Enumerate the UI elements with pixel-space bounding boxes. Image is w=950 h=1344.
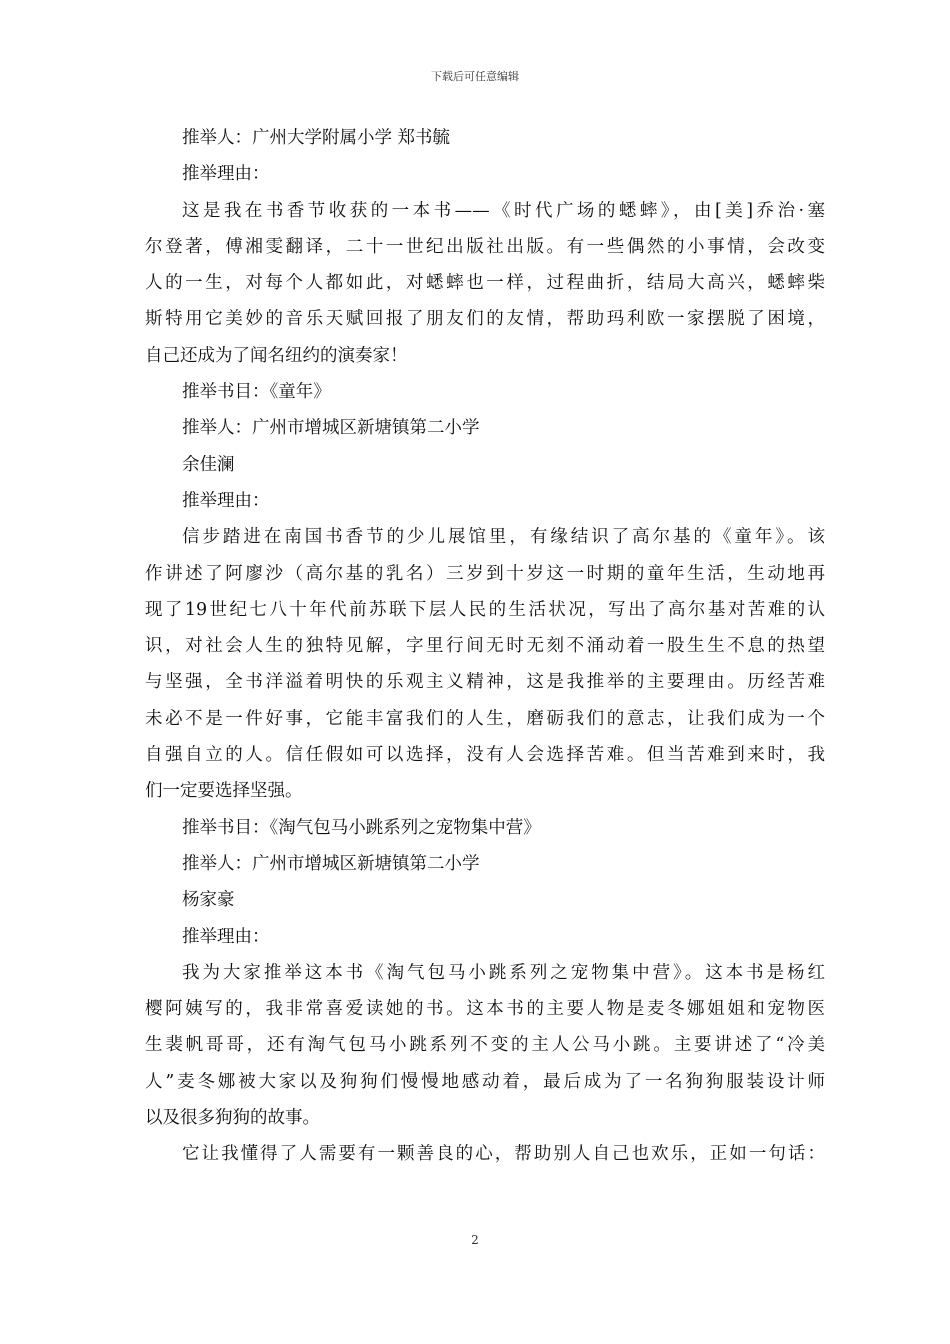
paragraph-line: 这是我在书香节收获的一本书——《时代广场的蟋蟀》，由[美]乔治·塞 bbox=[182, 200, 825, 221]
paragraph-line: 作讲述了阿廖沙（高尔基的乳名）三岁到十岁这一时期的童年生活，生动地再 bbox=[145, 563, 825, 584]
paragraph-line: 它让我懂得了人需要有一颗善良的心，帮助别人自己也欢乐，正如一句话： bbox=[182, 1144, 825, 1165]
page-header: 下载后可任意编辑 bbox=[431, 70, 519, 83]
paragraph-line: 未必不是一件好事，它能丰富我们的人生，磨砺我们的意志，让我们成为一个 bbox=[145, 708, 825, 729]
reason-heading: 推举理由： bbox=[182, 164, 270, 185]
paragraph-line: 以及很多狗狗的故事。 bbox=[145, 1108, 320, 1129]
nominator-line: 推举人：广州市增城区新塘镇第二小学 bbox=[182, 418, 480, 439]
reason-heading: 推举理由： bbox=[182, 926, 270, 947]
paragraph-line: 尔登著，傅湘雯翻译，二十一世纪出版社出版。有一些偶然的小事情，会改变 bbox=[145, 236, 825, 257]
nominator-name: 余佳澜 bbox=[182, 454, 235, 475]
paragraph-line: 斯特用它美妙的音乐天赋回报了朋友们的友情，帮助玛利欧一家摆脱了困境， bbox=[145, 309, 825, 330]
nominator-name: 杨家豪 bbox=[182, 890, 235, 911]
paragraph-line: 们一定要选择坚强。 bbox=[145, 781, 303, 802]
document-body bbox=[145, 120, 825, 1173]
page-number: 2 bbox=[471, 1233, 479, 1247]
nominator-line: 推举人：广州大学附属小学 郑书毓 bbox=[182, 128, 451, 148]
paragraph-line: 樱阿姨写的，我非常喜爱读她的书。这本书的主要人物是麦冬娜姐姐和宠物医 bbox=[145, 999, 825, 1020]
nominator-line: 推举人：广州市增城区新塘镇第二小学 bbox=[182, 853, 480, 874]
paragraph-line: 与坚强，全书洋溢着明快的乐观主义精神，这是我推举的主要理由。历经苦难 bbox=[145, 672, 825, 693]
paragraph-line: 人”麦冬娜被大家以及狗狗们慢慢地感动着，最后成为了一名狗狗服装设计师 bbox=[145, 1071, 825, 1092]
reason-heading: 推举理由： bbox=[182, 490, 270, 511]
paragraph-line: 信步踏进在南国书香节的少儿展馆里，有缘结识了高尔基的《童年》。该 bbox=[182, 527, 825, 548]
paragraph-line: 自己还成为了闻名纽约的演奏家！ bbox=[145, 345, 408, 366]
book-title-line: 推举书目：《童年》 bbox=[182, 382, 331, 403]
paragraph-line: 生裴帆哥哥，还有淘气包马小跳系列不变的主人公马小跳。主要讲述了“冷美 bbox=[145, 1035, 825, 1056]
paragraph-line: 我为大家推举这本书《淘气包马小跳系列之宠物集中营》。这本书是杨红 bbox=[182, 962, 825, 983]
paragraph-line: 识，对社会人生的独特见解，字里行间无时无刻不涌动着一股生生不息的热望 bbox=[145, 636, 825, 657]
book-title-line: 推举书目：《淘气包马小跳系列之宠物集中营》 bbox=[182, 817, 541, 838]
paragraph-line: 自强自立的人。信任假如可以选择，没有人会选择苦难。但当苦难到来时，我 bbox=[145, 745, 825, 766]
paragraph-line: 现了19世纪七八十年代前苏联下层人民的生活状况，写出了高尔基对苦难的认 bbox=[145, 599, 825, 620]
paragraph-line: 人的一生，对每个人都如此，对蟋蟀也一样，过程曲折，结局大高兴，蟋蟀柴 bbox=[145, 273, 825, 294]
